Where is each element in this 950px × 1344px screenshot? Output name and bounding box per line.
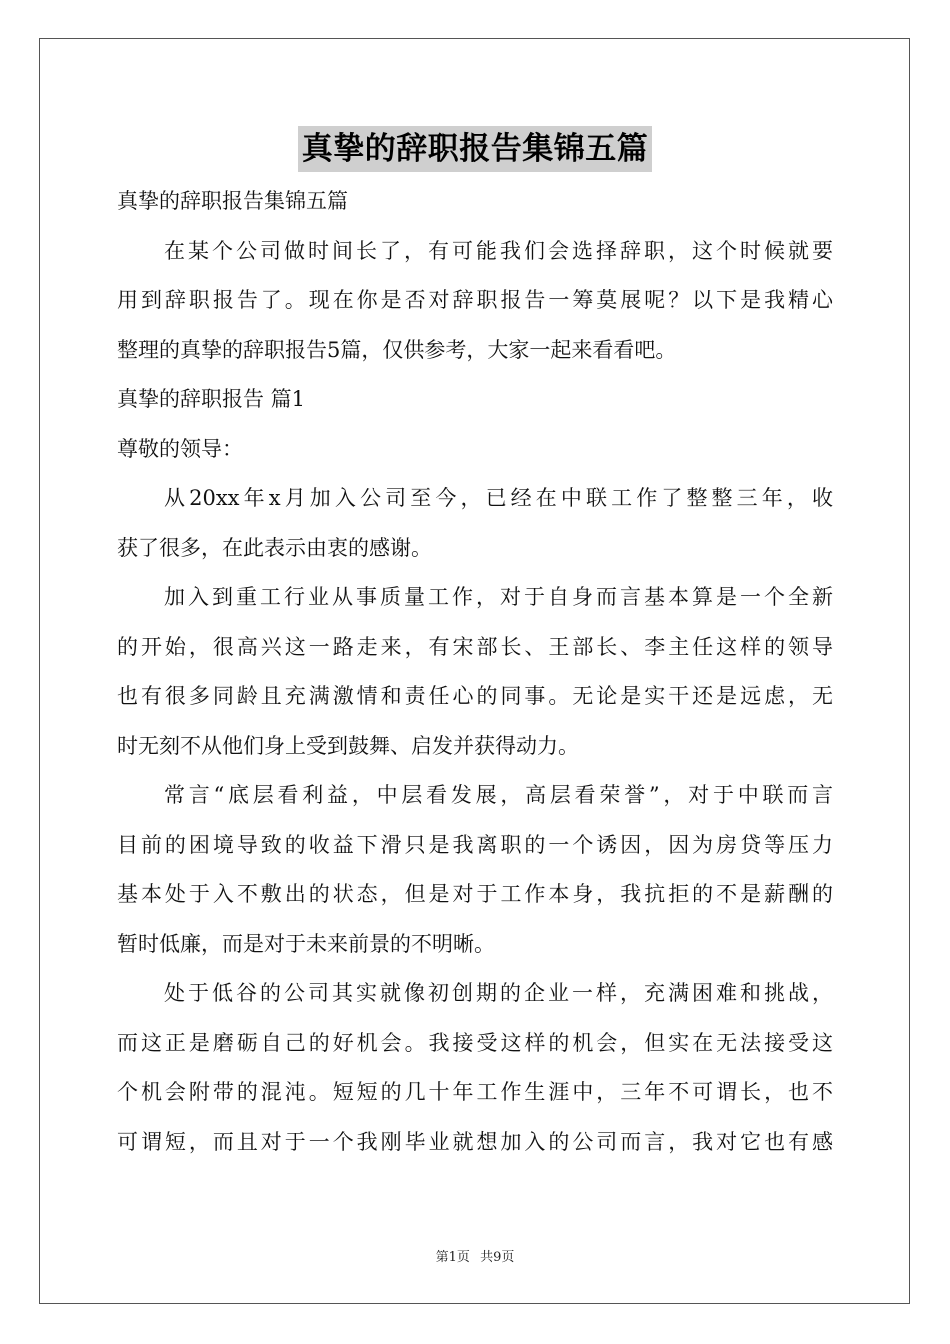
text-line: 暂时低廉，而是对于未来前景的不明晰。 xyxy=(117,931,495,956)
text-line: 目前的困境导致的收益下滑只是我离职的一个诱因，因为房贷等压力 xyxy=(117,832,833,857)
text-line: 真挚的辞职报告集锦五篇 xyxy=(117,189,348,213)
text-line: 也有很多同龄且充满激情和责任心的同事。无论是实干还是远虑，无 xyxy=(117,684,833,708)
document-body xyxy=(117,177,833,1167)
text-line: 用到辞职报告了。现在你是否对辞职报告一筹莫展呢？以下是我精心 xyxy=(117,288,833,312)
page-total: 共9页 xyxy=(480,1250,515,1265)
text-line: 真挚的辞职报告 篇1 xyxy=(117,387,306,411)
text-line: 获了很多，在此表示由衷的感谢。 xyxy=(117,535,432,560)
text-line: 处于低谷的公司其实就像初创期的企业一样，充满困难和挑战， xyxy=(164,981,833,1005)
text-line: 而这正是磨砺自己的好机会。我接受这样的机会，但实在无法接受这 xyxy=(117,1030,833,1055)
text-line: 的开始，很高兴这一路走来，有宋部长、王部长、李主任这样的领导 xyxy=(117,634,833,659)
page-number: 第1页 xyxy=(435,1250,470,1265)
text-line: 加入到重工行业从事质量工作，对于自身而言基本算是一个全新 xyxy=(164,585,833,609)
text-line: 在某个公司做时间长了，有可能我们会选择辞职，这个时候就要 xyxy=(164,238,833,263)
document-title: 真挚的辞职报告集锦五篇 xyxy=(298,126,653,172)
text-line: 可谓短，而且对于一个我刚毕业就想加入的公司而言，我对它也有感 xyxy=(117,1129,833,1154)
text-line: 基本处于入不敷出的状态，但是对于工作本身，我抗拒的不是薪酬的 xyxy=(117,882,833,906)
text-line: 时无刻不从他们身上受到鼓舞、启发并获得动力。 xyxy=(117,733,579,758)
text-line: 常言“底层看利益，中层看发展，高层看荣誉”，对于中联而言 xyxy=(164,783,833,807)
text-line: 尊敬的领导： xyxy=(117,436,243,461)
text-line: 整理的真挚的辞职报告5篇，仅供参考，大家一起来看看吧。 xyxy=(117,337,677,362)
text-line: 从20xx年x月加入公司至今，已经在中联工作了整整三年，收 xyxy=(164,486,833,510)
page-footer xyxy=(0,1246,950,1265)
title-container xyxy=(0,126,950,172)
text-line: 个机会附带的混沌。短短的几十年工作生涯中，三年不可谓长，也不 xyxy=(117,1080,833,1104)
